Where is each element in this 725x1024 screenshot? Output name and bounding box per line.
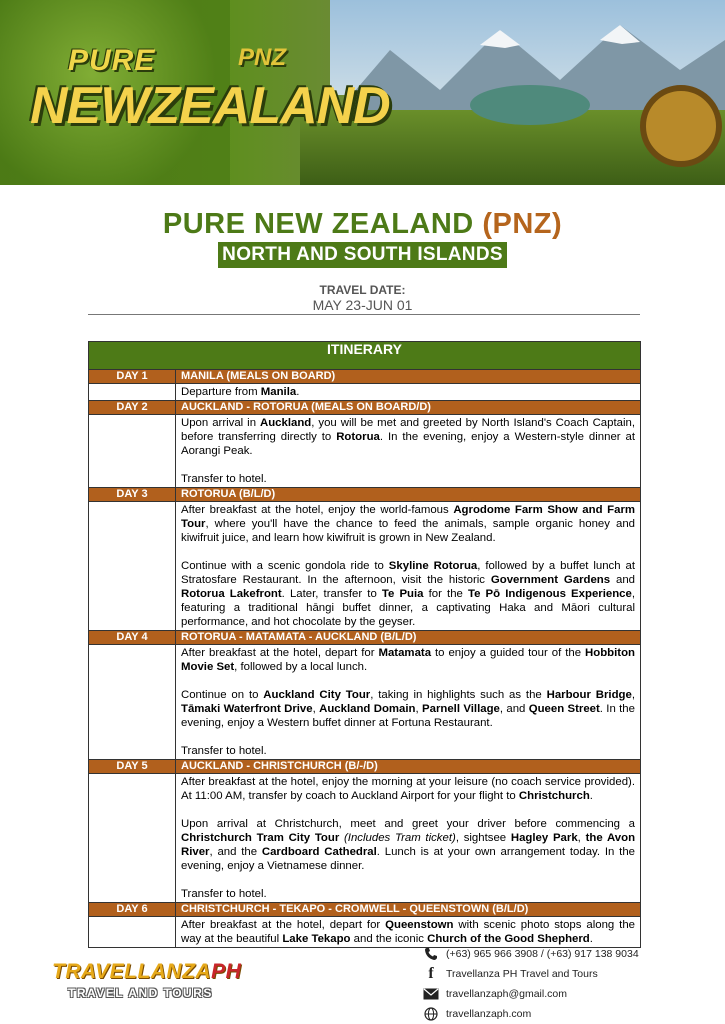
day-paragraph [181, 472, 635, 486]
page-title-accent: (PNZ) [482, 208, 563, 240]
day-paragraph [181, 817, 635, 873]
highlight-text: Matamata [378, 647, 432, 659]
day-header-row [89, 370, 641, 384]
travel-date-label: TRAVEL DATE: [319, 283, 406, 297]
mail-icon [420, 988, 442, 1000]
day-title: MANILA (MEALS ON BOARD) [176, 370, 641, 384]
body-text: with scenic photo stops along the way at the beautiful [181, 919, 635, 945]
day-content-row [89, 645, 641, 760]
body-text: After breakfast at the hotel, depart for [181, 919, 386, 931]
highlight-text: Manila [260, 386, 297, 398]
contact-phone [420, 944, 720, 964]
day-content-spacer [89, 384, 176, 401]
phone-icon [420, 947, 442, 961]
page-subtitle: NORTH AND SOUTH ISLANDS [218, 242, 507, 268]
day-paragraph [181, 646, 635, 674]
body-text: , [415, 703, 423, 715]
contact-phone-text: (+63) 965 966 3908 / (+63) 917 138 9034 [446, 948, 639, 960]
highlight-text: Government Gardens [490, 574, 611, 586]
highlight-text: Parnell Village [422, 703, 500, 715]
highlight-text: Church of the Good Shepherd [427, 933, 590, 945]
page-title-main: PURE NEW ZEALAND [162, 208, 483, 240]
highlight-text: Agrodome Farm Show and Farm Tour [181, 504, 636, 530]
day-title: AUCKLAND - ROTORUA (MEALS ON BOARD/D) [176, 401, 641, 415]
body-text: , and the [209, 846, 262, 858]
highlight-text: Rotorua Lakefront [181, 588, 282, 600]
itinerary-table [88, 341, 641, 948]
body-text: Transfer to hotel. [181, 888, 267, 900]
body-text: , followed by a buffet lunch at Stratosfare Restaurant. In the afternoon, visit the historic [181, 560, 635, 586]
body-text: , taking in highlights such as the [370, 689, 547, 701]
body-text: . Later, transfer to [281, 588, 382, 600]
logo-new-zealand-text: NEWZEALAND [30, 77, 390, 135]
day-label: DAY 2 [89, 401, 176, 415]
highlight-text: Harbour Bridge [546, 689, 632, 701]
day-paragraph [181, 503, 635, 545]
body-text: , featuring a traditional hāngi buffet dinner, a captivating Haka and Māori cultural performance, and hot chocolate by the geyser. [181, 588, 636, 628]
logo-pnz-text: PNZ [238, 44, 286, 71]
body-text: . [589, 790, 593, 802]
body-text: . In the evening, enjoy a Western-style dinner at Aorangi Peak. [181, 431, 635, 457]
highlight-text: Auckland City Tour [263, 689, 371, 701]
highlight-text: Christchurch [518, 790, 590, 802]
body-text: Transfer to hotel. [181, 745, 267, 757]
itinerary-heading-row [89, 342, 641, 370]
page-title [0, 208, 725, 241]
day-content-row [89, 415, 641, 488]
day-paragraph [181, 744, 635, 758]
day-content-spacer [89, 774, 176, 903]
body-text: . [589, 933, 593, 945]
contact-email-text[interactable]: travellanzaph@gmail.com [446, 988, 567, 1000]
hobbit-door-image [640, 85, 722, 167]
day-description [176, 384, 641, 401]
body-text: to enjoy a guided tour of the [431, 647, 586, 659]
day-paragraph [181, 918, 635, 946]
highlight-text: Te Puia [381, 588, 424, 600]
day-paragraph [181, 416, 635, 458]
contact-facebook [420, 964, 720, 984]
body-text: . Lunch is at your own arrangement today. In the evening, enjoy a Vietnamese dinner. [181, 846, 635, 872]
contact-website [420, 1004, 720, 1024]
day-paragraph [181, 385, 635, 399]
facebook-icon: f [428, 965, 434, 982]
day-description [176, 774, 641, 903]
body-text: and the iconic [350, 933, 428, 945]
header-banner [0, 0, 725, 185]
day-description [176, 645, 641, 760]
day-title: ROTORUA (B/L/D) [176, 488, 641, 502]
body-text: , [577, 832, 586, 844]
globe-icon [420, 1007, 442, 1021]
highlight-text: Skyline Rotorua [388, 560, 478, 572]
brand-tagline: TRAVEL AND TOURS [68, 986, 213, 1000]
day-label: DAY 4 [89, 631, 176, 645]
body-text: , [312, 703, 320, 715]
day-title: AUCKLAND - CHRISTCHURCH (B/-/D) [176, 760, 641, 774]
day-paragraph [181, 559, 635, 629]
body-text: Continue on to [181, 689, 264, 701]
day-header-row [89, 631, 641, 645]
highlight-text: Hobbiton Movie Set [181, 647, 635, 673]
day-content-spacer [89, 415, 176, 488]
day-label: DAY 3 [89, 488, 176, 502]
day-content-row [89, 774, 641, 903]
day-content-spacer [89, 502, 176, 631]
highlight-text: Cardboard Cathedral [261, 846, 377, 858]
highlight-text: the Avon River [181, 832, 636, 858]
itinerary-heading: ITINERARY [89, 342, 641, 370]
body-text: , followed by a local lunch. [234, 661, 368, 673]
day-title: ROTORUA - MATAMATA - AUCKLAND (B/L/D) [176, 631, 641, 645]
contact-email [420, 984, 720, 1004]
body-text: , and [499, 703, 529, 715]
day-label: DAY 1 [89, 370, 176, 384]
highlight-text: Queen Street [528, 703, 600, 715]
travel-date: MAY 23-JUN 01 [312, 297, 413, 313]
highlight-text: Tāmaki Waterfront Drive [181, 703, 313, 715]
brand-name [52, 960, 252, 984]
body-text: After breakfast at the hotel, enjoy the world-famous [181, 504, 454, 516]
brand-ph: PH [211, 960, 242, 983]
day-header-row [89, 401, 641, 415]
body-text: . [296, 386, 300, 398]
day-paragraph [181, 775, 635, 803]
highlight-text: Te Pō Indigenous Experience [467, 588, 632, 600]
body-text: , [631, 689, 635, 701]
pnz-logo [30, 40, 390, 150]
body-text: Departure from [181, 386, 261, 398]
contact-block [420, 944, 720, 1024]
day-paragraph [181, 887, 635, 901]
body-text: . In the evening, enjoy a Western buffet dinner at Fortuna Restaurant. [181, 703, 635, 729]
banner-lake [470, 85, 590, 125]
day-header-row [89, 488, 641, 502]
highlight-text: Rotorua [336, 431, 380, 443]
day-content-row [89, 384, 641, 401]
day-description [176, 917, 641, 948]
travellanza-logo [52, 960, 252, 1010]
body-text: , you will be met and greeted by North Island's Coach Captain, before transferring directly to [181, 417, 635, 443]
highlight-text: Hagley Park [510, 832, 578, 844]
body-text: , where you'll have the chance to feed the animals, sample organic honey and kiwifruit juice, and learn how kiwifruit is grown in New Zealand. [181, 518, 635, 544]
day-content-spacer [89, 645, 176, 760]
day-title: CHRISTCHURCH - TEKAPO - CROMWELL - QUEENSTOWN (B/L/D) [176, 903, 641, 917]
contact-facebook-text: Travellanza PH Travel and Tours [446, 968, 598, 980]
body-text: Upon arrival in [181, 417, 260, 429]
contact-website-text[interactable]: travellanzaph.com [446, 1008, 532, 1020]
day-content-row [89, 917, 641, 948]
body-text: for the [423, 588, 468, 600]
body-text: and [610, 574, 635, 586]
body-text: Continue with a scenic gondola ride to [181, 560, 389, 572]
highlight-text: Auckland [260, 417, 312, 429]
body-text: Upon arrival at Christchurch, meet and greet your driver before commencing a [181, 818, 635, 830]
day-label: DAY 6 [89, 903, 176, 917]
brand-main: TRAVELLANZA [52, 960, 212, 983]
note-text: (Includes Tram ticket) [344, 832, 456, 844]
day-header-row [89, 760, 641, 774]
logo-pure-text: PURE [68, 44, 156, 77]
highlight-text: Lake Tekapo [282, 933, 351, 945]
day-label: DAY 5 [89, 760, 176, 774]
highlight-text: Christchurch Tram City Tour [181, 832, 340, 844]
body-text: Transfer to hotel. [181, 473, 267, 485]
body-text: After breakfast at the hotel, depart for [181, 647, 379, 659]
body-text: After breakfast at the hotel, enjoy the morning at your leisure (no coach service provided). At 11:00 AM, transfer by coach to Auckland Airport for your flight to [181, 776, 635, 802]
header-divider [88, 314, 640, 315]
day-paragraph [181, 688, 635, 730]
body-text: , sightsee [455, 832, 511, 844]
day-content-spacer [89, 917, 176, 948]
day-description [176, 415, 641, 488]
day-content-row [89, 502, 641, 631]
day-description [176, 502, 641, 631]
highlight-text: Queenstown [385, 919, 454, 931]
highlight-text: Auckland Domain [319, 703, 416, 715]
day-header-row [89, 903, 641, 917]
